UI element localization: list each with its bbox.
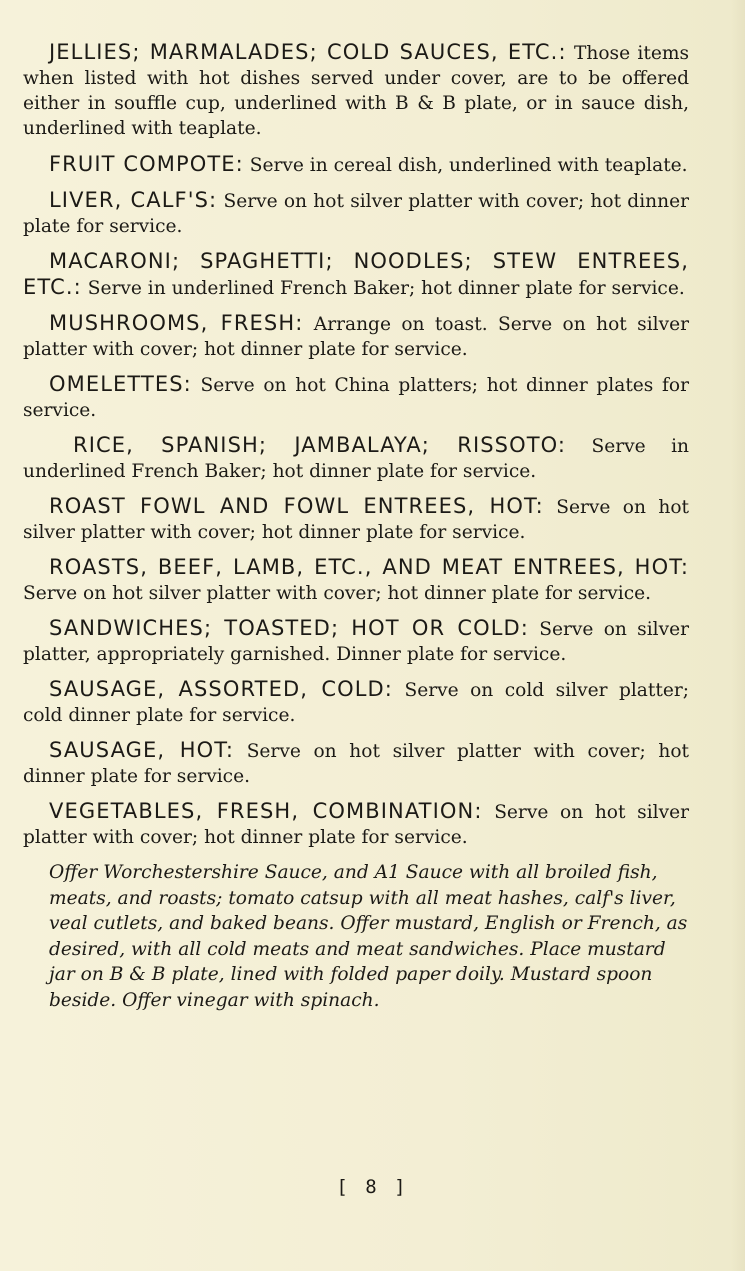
entry-text: Serve on cold silver platter; cold dinner plate for service. [23, 680, 689, 726]
entry-text: Serve on hot silver platter with cover; hot dinner plate for service. [23, 741, 689, 787]
entry-heading: MUSHROOMS, FRESH: [49, 311, 304, 335]
entry-heading: SANDWICHES; TOASTED; HOT OR COLD: [49, 616, 529, 640]
entry-omelettes [23, 372, 689, 423]
entry-heading: FRUIT COMPOTE: [49, 152, 244, 176]
entry-mushrooms [23, 311, 689, 362]
entry-heading: SAUSAGE, ASSORTED, COLD: [49, 677, 393, 701]
entry-liver-calfs [23, 188, 689, 239]
entry-text: Serve on hot China platters; hot dinner plates for service. [23, 375, 689, 421]
entry-text: Arrange on toast. Serve on hot silver platter with cover; hot dinner plate for service. [23, 314, 689, 360]
entry-fruit-compote [23, 152, 689, 178]
entry-heading: RICE, SPANISH; JAMBALAYA; RISSOTO: [73, 433, 567, 457]
entry-text: Serve on hot silver platter with cover; hot dinner plate for service. [23, 497, 689, 543]
entry-heading: VEGETABLES, FRESH, COMBINATION: [49, 799, 483, 823]
entry-sausage-hot [23, 738, 689, 789]
entry-jellies [23, 40, 689, 141]
entry-heading: LIVER, CALF'S: [49, 188, 218, 212]
entry-roasts [23, 555, 689, 606]
entry-text: Serve in underlined French Baker; hot dinner plate for service. [87, 278, 685, 299]
entry-macaroni [23, 249, 689, 301]
entry-heading: JELLIES; MARMALADES; COLD SAUCES, ETC.: [49, 40, 567, 64]
entry-heading: OMELETTES: [49, 372, 192, 396]
entry-heading: MACARONI; SPAGHETTI; NOODLES; STEW ENTREES, ETC.: [23, 249, 689, 299]
entry-sausage-cold [23, 677, 689, 728]
entry-heading: SAUSAGE, HOT: [49, 738, 235, 762]
entry-text: Serve on hot silver platter with cover; hot dinner plate for service. [23, 802, 689, 848]
entry-heading: ROAST FOWL AND FOWL ENTREES, HOT: [49, 494, 544, 518]
entry-sandwiches [23, 616, 689, 667]
entry-text: Serve on hot silver platter with cover; hot dinner plate for service. [23, 583, 652, 604]
entry-text: Serve on hot silver platter with cover; hot dinner plate for service. [23, 191, 689, 237]
condiments-note: Offer Worchestershire Sauce, and A1 Sauce with all broiled fish, meats, and roasts; tomato catsup with all meat hashes, calf's liver, veal cutlets, and baked beans. Offer mustard, English or French, as desired, with all cold meats and meat sandwiches. Place mustard jar on B & B plate, lined with folded paper doily. Mustard spoon beside. Offer vinegar with spinach. [49, 862, 688, 1011]
entry-text: Serve on silver platter, appropriately garnished. Dinner plate for service. [23, 619, 689, 665]
entry-text: Those items when listed with hot dishes served under cover, are to be offered either in souffle cup, underlined with B & B plate, or in sauce dish, underlined with teaplate. [23, 43, 689, 139]
page-number: [ 8 ] [336, 1176, 409, 1198]
entry-text: Serve in underlined French Baker; hot dinner plate for service. [23, 436, 689, 482]
entry-rice [23, 433, 689, 484]
entry-heading: ROASTS, BEEF, LAMB, ETC., AND MEAT ENTREES, HOT: [49, 555, 689, 579]
entry-text: Serve in cereal dish, underlined with teaplate. [249, 155, 688, 176]
entry-vegetables [23, 799, 689, 850]
page-edge-shadow [731, 0, 745, 1271]
entry-roast-fowl [23, 494, 689, 545]
